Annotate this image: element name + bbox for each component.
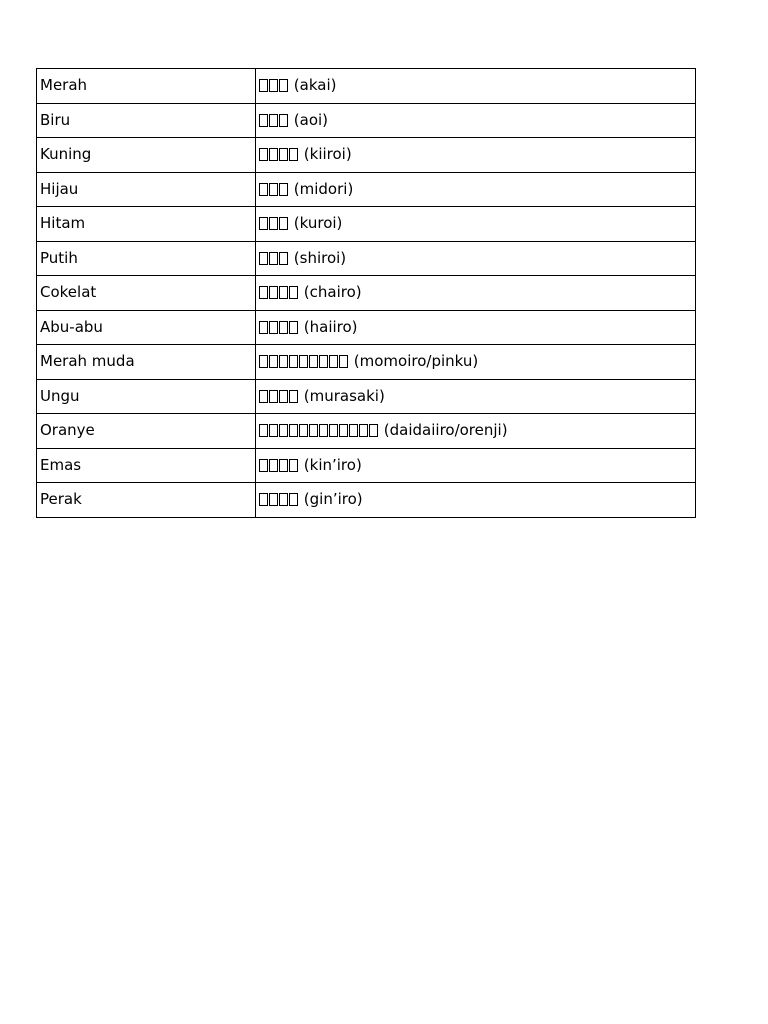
indonesian-color-cell: Ungu bbox=[37, 379, 256, 414]
table-row bbox=[37, 310, 696, 345]
missing-glyph-boxes bbox=[259, 180, 289, 198]
missing-glyph-icon bbox=[279, 183, 288, 196]
indonesian-color-cell: Perak bbox=[37, 483, 256, 518]
indonesian-color-cell: Merah muda bbox=[37, 345, 256, 380]
missing-glyph-icon bbox=[269, 355, 278, 368]
missing-glyph-icon bbox=[279, 424, 288, 437]
missing-glyph-icon bbox=[349, 424, 358, 437]
missing-glyph-icon bbox=[279, 355, 288, 368]
missing-glyph-icon bbox=[269, 459, 278, 472]
missing-glyph-icon bbox=[259, 148, 268, 161]
missing-glyph-icon bbox=[259, 114, 268, 127]
japanese-color-cell bbox=[256, 241, 696, 276]
table-body bbox=[37, 69, 696, 518]
missing-glyph-icon bbox=[289, 459, 298, 472]
missing-glyph-icon bbox=[269, 493, 278, 506]
romaji-reading: (kuroi) bbox=[293, 214, 343, 233]
romaji-reading: (aoi) bbox=[293, 110, 329, 129]
table-row bbox=[37, 241, 696, 276]
missing-glyph-boxes bbox=[259, 249, 289, 267]
missing-glyph-boxes bbox=[259, 421, 379, 439]
japanese-color-cell bbox=[256, 207, 696, 242]
romaji-reading: (chairo) bbox=[303, 283, 362, 302]
romaji-reading: (shiroi) bbox=[293, 248, 347, 267]
missing-glyph-icon bbox=[269, 148, 278, 161]
missing-glyph-icon bbox=[319, 355, 328, 368]
missing-glyph-icon bbox=[329, 424, 338, 437]
romaji-reading: (midori) bbox=[293, 179, 354, 198]
missing-glyph-icon bbox=[289, 148, 298, 161]
missing-glyph-icon bbox=[259, 355, 268, 368]
japanese-color-cell bbox=[256, 379, 696, 414]
missing-glyph-boxes bbox=[259, 283, 299, 301]
table-row bbox=[37, 414, 696, 449]
missing-glyph-icon bbox=[289, 493, 298, 506]
missing-glyph-boxes bbox=[259, 214, 289, 232]
missing-glyph-icon bbox=[339, 424, 348, 437]
missing-glyph-icon bbox=[279, 390, 288, 403]
japanese-color-cell bbox=[256, 414, 696, 449]
table-row bbox=[37, 448, 696, 483]
romaji-reading: (murasaki) bbox=[303, 386, 385, 405]
missing-glyph-icon bbox=[269, 79, 278, 92]
missing-glyph-boxes bbox=[259, 111, 289, 129]
missing-glyph-icon bbox=[359, 424, 368, 437]
table-row bbox=[37, 103, 696, 138]
missing-glyph-icon bbox=[269, 424, 278, 437]
missing-glyph-icon bbox=[279, 493, 288, 506]
table-row bbox=[37, 483, 696, 518]
japanese-color-cell bbox=[256, 276, 696, 311]
missing-glyph-icon bbox=[269, 252, 278, 265]
missing-glyph-icon bbox=[289, 355, 298, 368]
romaji-reading: (momoiro/pinku) bbox=[353, 352, 479, 371]
missing-glyph-icon bbox=[259, 286, 268, 299]
missing-glyph-icon bbox=[269, 217, 278, 230]
missing-glyph-icon bbox=[259, 459, 268, 472]
missing-glyph-icon bbox=[309, 424, 318, 437]
table-row bbox=[37, 172, 696, 207]
missing-glyph-icon bbox=[289, 424, 298, 437]
romaji-reading: (daidaiiro/orenji) bbox=[383, 421, 508, 440]
missing-glyph-boxes bbox=[259, 352, 349, 370]
missing-glyph-icon bbox=[289, 286, 298, 299]
missing-glyph-icon bbox=[279, 114, 288, 127]
missing-glyph-icon bbox=[269, 390, 278, 403]
missing-glyph-icon bbox=[269, 114, 278, 127]
japanese-color-cell bbox=[256, 483, 696, 518]
missing-glyph-boxes bbox=[259, 145, 299, 163]
missing-glyph-icon bbox=[339, 355, 348, 368]
missing-glyph-boxes bbox=[259, 76, 289, 94]
table-row bbox=[37, 138, 696, 173]
indonesian-color-cell: Emas bbox=[37, 448, 256, 483]
missing-glyph-boxes bbox=[259, 490, 299, 508]
romaji-reading: (haiiro) bbox=[303, 317, 358, 336]
romaji-reading: (akai) bbox=[293, 76, 337, 95]
missing-glyph-icon bbox=[269, 321, 278, 334]
missing-glyph-boxes bbox=[259, 456, 299, 474]
indonesian-color-cell: Oranye bbox=[37, 414, 256, 449]
indonesian-color-cell: Merah bbox=[37, 69, 256, 104]
missing-glyph-icon bbox=[279, 217, 288, 230]
table-row bbox=[37, 207, 696, 242]
missing-glyph-icon bbox=[259, 252, 268, 265]
missing-glyph-icon bbox=[259, 217, 268, 230]
missing-glyph-icon bbox=[259, 493, 268, 506]
romaji-reading: (gin’iro) bbox=[303, 490, 363, 509]
table-row bbox=[37, 69, 696, 104]
indonesian-color-cell: Cokelat bbox=[37, 276, 256, 311]
romaji-reading: (kin’iro) bbox=[303, 455, 362, 474]
missing-glyph-icon bbox=[259, 390, 268, 403]
missing-glyph-icon bbox=[279, 321, 288, 334]
indonesian-color-cell: Hitam bbox=[37, 207, 256, 242]
japanese-color-cell bbox=[256, 172, 696, 207]
missing-glyph-icon bbox=[269, 286, 278, 299]
japanese-color-cell bbox=[256, 345, 696, 380]
missing-glyph-icon bbox=[259, 321, 268, 334]
missing-glyph-boxes bbox=[259, 318, 299, 336]
missing-glyph-icon bbox=[259, 183, 268, 196]
table-row bbox=[37, 345, 696, 380]
japanese-color-cell bbox=[256, 448, 696, 483]
missing-glyph-icon bbox=[259, 424, 268, 437]
japanese-color-cell bbox=[256, 103, 696, 138]
missing-glyph-icon bbox=[269, 183, 278, 196]
missing-glyph-icon bbox=[299, 355, 308, 368]
missing-glyph-icon bbox=[279, 79, 288, 92]
missing-glyph-icon bbox=[369, 424, 378, 437]
indonesian-color-cell: Hijau bbox=[37, 172, 256, 207]
missing-glyph-icon bbox=[319, 424, 328, 437]
missing-glyph-icon bbox=[299, 424, 308, 437]
missing-glyph-icon bbox=[289, 390, 298, 403]
indonesian-color-cell: Putih bbox=[37, 241, 256, 276]
japanese-color-cell bbox=[256, 310, 696, 345]
missing-glyph-icon bbox=[289, 321, 298, 334]
missing-glyph-boxes bbox=[259, 387, 299, 405]
missing-glyph-icon bbox=[329, 355, 338, 368]
missing-glyph-icon bbox=[259, 79, 268, 92]
table-row bbox=[37, 276, 696, 311]
missing-glyph-icon bbox=[279, 252, 288, 265]
missing-glyph-icon bbox=[279, 286, 288, 299]
japanese-color-cell bbox=[256, 138, 696, 173]
indonesian-color-cell: Kuning bbox=[37, 138, 256, 173]
missing-glyph-icon bbox=[279, 148, 288, 161]
indonesian-color-cell: Biru bbox=[37, 103, 256, 138]
color-vocabulary-table bbox=[36, 68, 696, 518]
missing-glyph-icon bbox=[309, 355, 318, 368]
table-row bbox=[37, 379, 696, 414]
missing-glyph-icon bbox=[279, 459, 288, 472]
romaji-reading: (kiiroi) bbox=[303, 145, 352, 164]
japanese-color-cell bbox=[256, 69, 696, 104]
indonesian-color-cell: Abu-abu bbox=[37, 310, 256, 345]
